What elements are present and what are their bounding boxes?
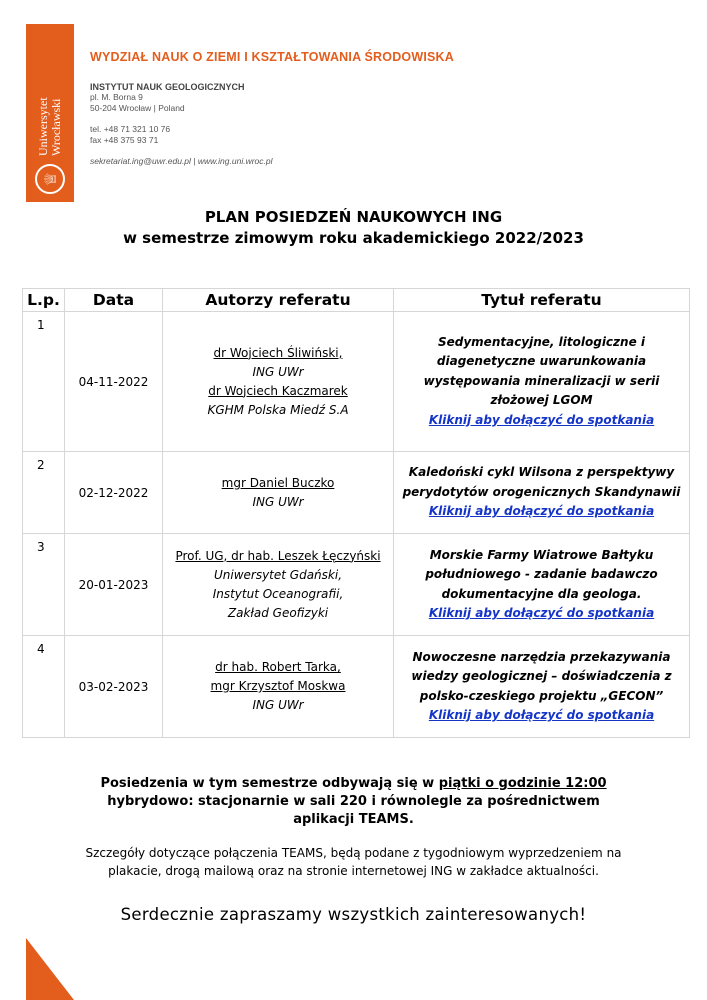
talk-title-line: diagenetyczne uwarunkowania xyxy=(436,354,647,369)
header-authors: Autorzy referatu xyxy=(163,289,394,312)
contact-links: sekretariat.ing@uwr.edu.pl | www.ing.uni.wroc.pl xyxy=(90,156,273,166)
author-affiliation: ING UWr xyxy=(252,698,304,712)
university-seal-icon: ♕ xyxy=(35,164,65,194)
logo-content xyxy=(26,24,74,202)
author-name: Prof. UG, dr hab. Leszek Łęczyński xyxy=(175,548,381,563)
authors-cell xyxy=(163,452,394,534)
logo-wordmark xyxy=(37,97,63,156)
table-row xyxy=(23,534,690,636)
talk-title-line: złożowej LGOM xyxy=(490,393,593,408)
table-header-row xyxy=(23,289,690,312)
address-street: pl. M. Borna 9 xyxy=(90,92,143,102)
meeting-info-line-1 xyxy=(0,775,707,793)
meeting-info-line-2: hybrydowo: stacjonarnie w sali 220 i równolegle za pośrednictwem xyxy=(107,794,600,809)
title-line-2: w semestrze zimowym roku akademickiego 2022/2023 xyxy=(123,229,584,247)
schedule-table xyxy=(22,288,690,738)
talk-title-line: Nowoczesne narzędzia przekazywania xyxy=(412,649,671,664)
join-meeting-link[interactable]: Kliknij aby dołączyć do spotkania xyxy=(428,606,655,620)
meeting-info-text: Posiedzenia w tym semestrze odbywają się w xyxy=(100,776,439,791)
talk-title-line: Sedymentacyjne, litologiczne i xyxy=(437,334,646,349)
meeting-date: 04-11-2022 xyxy=(65,312,163,452)
address-city: 50-204 Wrocław | Poland xyxy=(90,103,185,113)
page-title xyxy=(0,207,707,249)
talk-title-cell xyxy=(394,636,690,738)
author-affiliation: ING UWr xyxy=(252,364,304,379)
meeting-date: 03-02-2023 xyxy=(65,636,163,738)
row-number: 4 xyxy=(23,636,65,738)
talk-title-line: wiedzy geologicznej – doświadczenia z xyxy=(411,669,672,683)
join-meeting-link[interactable]: Kliknij aby dołączyć do spotkania xyxy=(428,412,655,427)
meeting-info xyxy=(0,775,707,829)
authors-cell xyxy=(163,636,394,738)
join-meeting-link[interactable]: Kliknij aby dołączyć do spotkania xyxy=(428,708,655,722)
institute-name: INSTYTUT NAUK GEOLOGICZNYCH xyxy=(90,82,245,92)
table-row xyxy=(23,636,690,738)
talk-title-cell xyxy=(394,312,690,452)
talk-title-cell xyxy=(394,534,690,636)
meeting-info-line-3: aplikacji TEAMS. xyxy=(293,812,414,827)
authors-cell xyxy=(163,312,394,452)
header-lp: L.p. xyxy=(23,289,65,312)
talk-title-line: Morskie Farmy Wiatrowe Bałtyku xyxy=(429,547,654,562)
connection-details-line-2: plakacie, drogą mailową oraz na stronie internetowej ING w zakładce aktualności. xyxy=(108,864,599,878)
phone-number: tel. +48 71 321 10 76 xyxy=(90,124,171,134)
author-affiliation: Uniwersytet Gdański, xyxy=(213,567,343,582)
join-meeting-link[interactable]: Kliknij aby dołączyć do spotkania xyxy=(428,504,655,519)
talk-title-cell xyxy=(394,452,690,534)
title-line-1: PLAN POSIEDZEŃ NAUKOWYCH ING xyxy=(204,208,503,226)
talk-title-line: polsko-czeskiego projektu „GECON” xyxy=(419,688,664,703)
author-name: dr hab. Robert Tarka, xyxy=(215,660,341,674)
connection-details-line-1: Szczegóły dotyczące połączenia TEAMS, będą podane z tygodniowym wyprzedzeniem na xyxy=(85,846,622,860)
row-number: 3 xyxy=(23,534,65,636)
fax-number: fax +48 375 93 71 xyxy=(90,135,159,145)
corner-decoration xyxy=(26,938,74,1000)
row-number: 2 xyxy=(23,452,65,534)
invitation: Serdecznie zapraszamy wszystkich zainteresowanych! xyxy=(120,905,587,924)
author-affiliation: Instytut Oceanografii, xyxy=(212,586,344,601)
talk-title-line: perydotytów orogenicznych Skandynawii xyxy=(402,484,681,499)
author-name: dr Wojciech Śliwiński, xyxy=(213,345,343,360)
author-affiliation: KGHM Polska Miedź S.A xyxy=(207,402,349,417)
talk-title-line: występowania mineralizacji w serii xyxy=(423,373,660,388)
talk-title-line: dokumentacyjne dla geologa. xyxy=(441,586,642,601)
meeting-time: piątki o godzinie 12:00 xyxy=(438,776,607,791)
author-name: mgr Daniel Buczko xyxy=(221,475,335,490)
meeting-date: 02-12-2022 xyxy=(65,452,163,534)
author-name: dr Wojciech Kaczmarek xyxy=(208,383,348,398)
header-date: Data xyxy=(65,289,163,312)
letterhead xyxy=(90,50,454,167)
talk-title-line: południowego - zadanie badawczo xyxy=(425,567,658,581)
header-title: Tytuł referatu xyxy=(394,289,690,312)
row-number: 1 xyxy=(23,312,65,452)
table-row xyxy=(23,452,690,534)
talk-title-line: Kaledoński cykl Wilsona z perspektywy xyxy=(408,465,675,480)
authors-cell xyxy=(163,534,394,636)
logo-line-1: Uniwersytet xyxy=(36,97,50,156)
faculty-name: WYDZIAŁ NAUK O ZIEMI I KSZTAŁTOWANIA ŚRODOWISKA xyxy=(90,50,455,64)
university-logo xyxy=(26,24,74,202)
meeting-date: 20-01-2023 xyxy=(65,534,163,636)
author-affiliation: Zakład Geofizyki xyxy=(227,605,329,620)
author-name: mgr Krzysztof Moskwa xyxy=(210,679,346,693)
author-affiliation: ING UWr xyxy=(252,494,304,509)
table-row xyxy=(23,312,690,452)
logo-line-2: Wrocławski xyxy=(49,98,63,156)
connection-details xyxy=(0,844,707,880)
